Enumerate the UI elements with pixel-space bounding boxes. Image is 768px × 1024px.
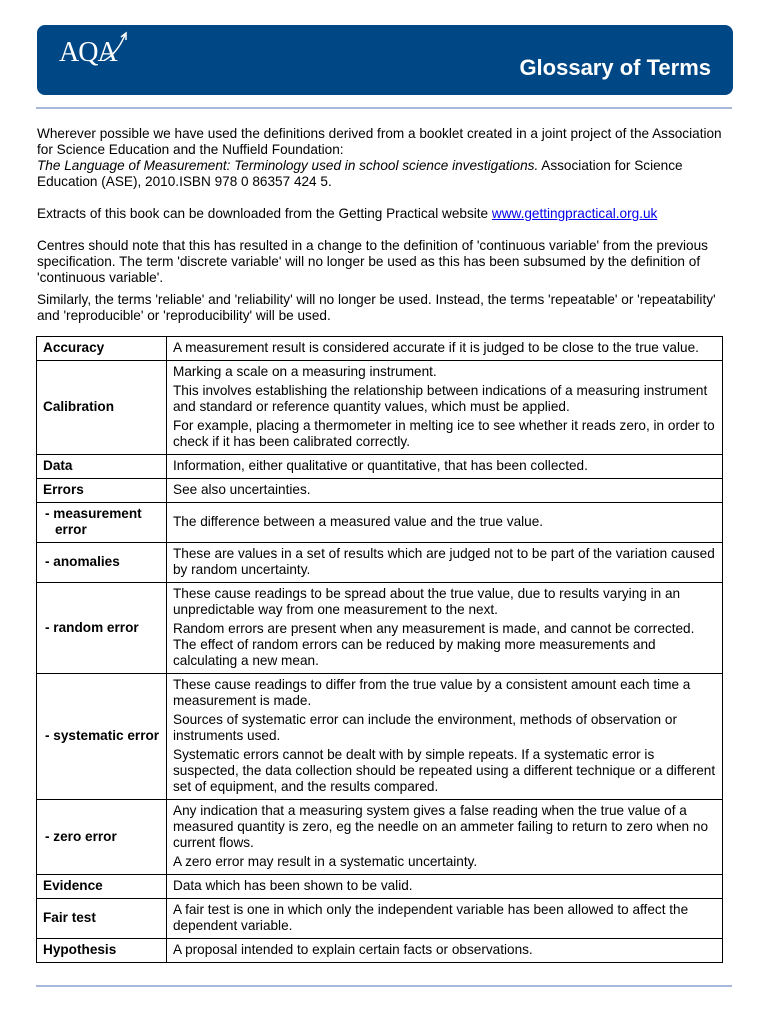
definition: Sources of systematic error can include the environment, methods of observation or instruments used. [173,712,677,743]
definition-cell [167,543,723,583]
definition: A zero error may result in a systematic uncertainty. [173,854,478,869]
definition: This involves establishing the relationship between indications of a measuring instrument and standard or reference quantity values, which must be applied. [173,383,708,414]
term: Fair test [37,899,167,939]
logo-swoosh-icon [99,31,129,61]
definition: Data which has been shown to be valid. [173,878,413,893]
term: Calibration [37,361,167,455]
aqa-logo [59,37,117,68]
table-row [37,503,723,543]
intro [37,126,727,340]
definition-cell [167,583,723,674]
logo-text: AQA [59,37,117,68]
table-row [37,800,723,875]
definition-cell [167,899,723,939]
page-title: Glossary of Terms [519,55,711,80]
definition: See also uncertainties. [173,482,311,497]
divider [36,107,732,109]
term: - zero error [45,828,117,844]
term-cell [37,543,167,583]
glossary-table [36,336,723,963]
definition-cell [167,361,723,455]
definition: A fair test is one in which only the independent variable has been allowed to affect the dependent variable. [173,902,689,933]
definition: A proposal intended to explain certain facts or observations. [173,942,533,957]
intro-paragraph: Similarly, the terms 'reliable' and 'reliability' will no longer be used. Instead, the terms 'repeatable' or 'repeatability' and 'reproducible' or 'reproducibility' will be used. [37,292,716,323]
term-cell [37,503,167,543]
definition-cell [167,503,723,543]
table-row [37,455,723,479]
term: - anomalies [45,554,120,569]
term-cell [37,800,167,875]
definition-cell [167,674,723,800]
term-cell [37,674,167,800]
text: Wherever possible we have used the definitions derived from a booklet created in a joint project of the Association for Science Education and the Nuffield Foundation: [37,126,722,157]
intro-paragraph [37,126,727,190]
term: Accuracy [37,337,167,361]
definition-cell [167,875,723,899]
term: Hypothesis [37,939,167,963]
definition: A measurement result is considered accurate if it is judged to be close to the true value. [173,340,699,355]
term: Data [37,455,167,479]
definition: These cause readings to be spread about the true value, due to results varying in an unpredictable way from one measurement to the next. [173,586,681,617]
table-row [37,583,723,674]
intro-paragraph: Centres should note that this has resulted in a change to the definition of 'continuous variable' from the previous specification. The term 'discrete variable' will no longer be used as this has been subsumed by the definition of 'continuous variable'. [37,238,708,285]
definition-cell [167,479,723,503]
definition: For example, placing a thermometer in melting ice to see whether it reads zero, in order to check if it has been calibrated correctly. [173,418,715,449]
definition-cell [167,800,723,875]
term-cell [37,583,167,674]
definition: These cause readings to differ from the true value by a consistent amount each time a measurement is made. [173,677,691,708]
definition: Information, either qualitative or quantitative, that has been collected. [173,458,588,473]
table-row [37,479,723,503]
definition: Marking a scale on a measuring instrument. [173,364,437,379]
definition: These are values in a set of results which are judged not to be part of the variation caused by random uncertainty. [173,546,715,577]
table-row [37,899,723,939]
text: Association for Science Education (ASE), 2010.ISBN 978 0 86357 424 5. [37,158,683,189]
definition-cell [167,939,723,963]
table-row [37,543,723,583]
table-row [37,674,723,800]
table-row [37,337,723,361]
definition: Any indication that a measuring system gives a false reading when the true value of a measured quantity is zero, eg the needle on an ammeter failing to return to zero when no current flows. [173,803,709,850]
table-row [37,939,723,963]
table-row [37,875,723,899]
definition: Systematic errors cannot be dealt with by simple repeats. If a systematic error is suspected, the data collection should be repeated using a different technique or a different set of equipment, and the results compared. [173,747,716,794]
header-banner [37,25,733,95]
getting-practical-link[interactable]: www.gettingpractical.org.uk [491,206,658,221]
term: Errors [37,479,167,503]
definition: Random errors are present when any measurement is made, and cannot be corrected. The effect of random errors can be reduced by making more measurements and calculating a new mean. [173,621,695,668]
table-row [37,361,723,455]
text: Extracts of this book can be downloaded from the Getting Practical website [37,206,492,221]
intro-paragraph [37,206,727,222]
term: Evidence [37,875,167,899]
definition-cell [167,337,723,361]
book-title: The Language of Measurement: Terminology used in school science investigations. [37,158,539,173]
definition-cell [167,455,723,479]
definition: The difference between a measured value and the true value. [173,514,544,529]
term: - measurement error [45,506,142,537]
term: - systematic error [45,728,160,743]
term: - random error [45,619,139,635]
footer-divider [36,985,732,987]
